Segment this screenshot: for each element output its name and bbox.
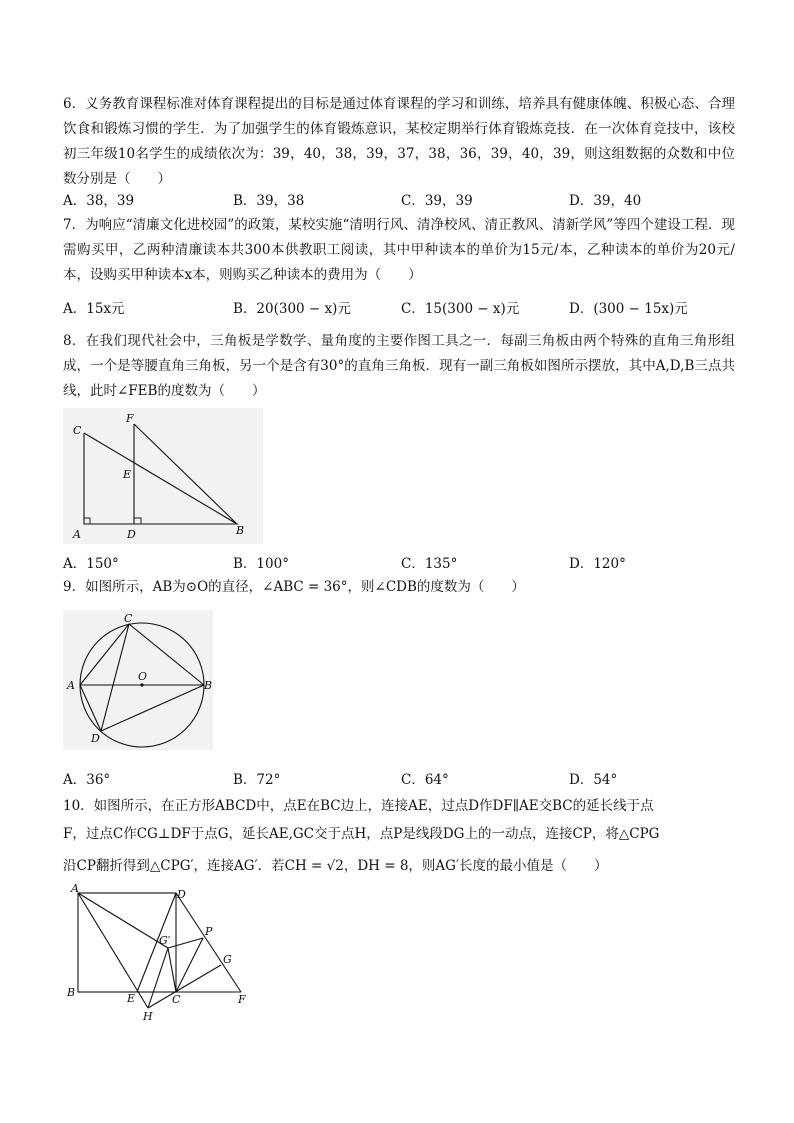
label-d: D xyxy=(127,528,136,541)
label-g: G xyxy=(223,953,232,966)
label-a: A xyxy=(73,528,81,541)
label-f: F xyxy=(238,993,246,1006)
question-10-line-1: 10．如图所示，在正方形ABCD中，点E在BC边上，连接AE，过点D作DF∥AE交BC的延长线于点 xyxy=(63,798,654,814)
option-b[interactable]: B．72° xyxy=(233,772,281,788)
figure-triangle-rulers xyxy=(63,408,263,544)
option-b[interactable]: B．20(300 − x)元 xyxy=(233,301,351,317)
label-b: B xyxy=(67,986,76,999)
question-10-line-3: 沿CP翻折得到△CPG′，连接AG′．若CH = √2，DH = 8，则AG′长度的最小值是（ ） xyxy=(63,858,608,874)
label-g-prime: G′ xyxy=(159,934,171,947)
label-o: O xyxy=(138,670,148,683)
figure-square xyxy=(63,881,263,1023)
label-e: E xyxy=(127,992,136,1005)
option-b[interactable]: B．39，38 xyxy=(233,193,305,209)
question-9-options xyxy=(63,768,735,792)
option-c[interactable]: C．64° xyxy=(401,772,449,788)
option-a[interactable]: A．150° xyxy=(63,556,119,572)
question-10-line-2: F，过点C作CG⊥DF于点G，延长AE,GC交于点H，点P是线段DG上的一动点，连接CP，将△CPG xyxy=(63,826,660,842)
label-f: F xyxy=(126,412,134,425)
question-7-options xyxy=(63,297,735,321)
question-9 xyxy=(63,575,735,600)
label-c: C xyxy=(172,993,181,1006)
question-7 xyxy=(63,213,735,288)
label-b: B xyxy=(204,679,213,692)
question-6-text: 6．义务教育课程标准对体育课程提出的目标是通过体育课程的学习和训练，培养具有健康体魄、积极心态、合理饮食和锻炼习惯的学生．为了加强学生的体育锻炼意识，某校定期举行体育锻炼竞技．在一次体育竞技中，该校初三年级10名学生的成绩依次为：39，40，38，39，37，38，36，39，40，39，则这组数据的众数和中位数分别是（ ） xyxy=(63,96,735,187)
option-d[interactable]: D．54° xyxy=(569,772,618,788)
label-d: D xyxy=(177,888,186,901)
label-a: A xyxy=(67,679,75,692)
label-c: C xyxy=(73,424,82,437)
option-c[interactable]: C．15(300 − x)元 xyxy=(401,301,520,317)
question-8-text: 8．在我们现代社会中，三角板是学数学、量角度的主要作图工具之一．每副三角板由两个特殊的直角三角形组成，一个是等腰直角三角板，另一个是含有30°的直角三角板．现有一副三角板如图所示摆放，其中A,D,B三点共线，此时∠FEB的度数为（ ） xyxy=(63,333,735,399)
option-a[interactable]: A．15x元 xyxy=(63,301,125,317)
label-b: B xyxy=(236,524,245,537)
option-d[interactable]: D．(300 − 15x)元 xyxy=(569,301,688,317)
option-c[interactable]: C．39，39 xyxy=(401,193,473,209)
question-9-text: 9．如图所示，AB为⊙O的直径，∠ABC = 36°，则∠CDB的度数为（ ） xyxy=(63,579,525,595)
option-b[interactable]: B．100° xyxy=(233,556,289,572)
question-8 xyxy=(63,329,735,404)
label-d: D xyxy=(91,732,100,745)
question-7-text: 7．为响应“清廉文化进校园”的政策，某校实施“清明行风、清净校风、清正教风、清新学风”等四个建设工程．现需购买甲，乙两种清廉读本共300本供教职工阅读，其中甲种读本的单价为15元/本，乙种读本的单价为20元/本，设购买甲种读本x本，则购买乙种读本的费用为（ ） xyxy=(63,217,735,283)
label-h: H xyxy=(143,1010,153,1023)
figure-circle xyxy=(63,610,213,750)
question-8-options xyxy=(63,552,735,576)
option-d[interactable]: D．120° xyxy=(569,556,626,572)
question-10 xyxy=(63,792,735,880)
question-6 xyxy=(63,92,735,192)
label-c: C xyxy=(124,612,133,625)
question-6-options xyxy=(63,189,735,213)
option-a[interactable]: A．36° xyxy=(63,772,111,788)
option-d[interactable]: D．39，40 xyxy=(569,193,642,209)
label-e: E xyxy=(123,468,132,481)
label-a: A xyxy=(71,882,79,895)
option-c[interactable]: C．135° xyxy=(401,556,458,572)
label-p: P xyxy=(205,925,213,938)
option-a[interactable]: A．38，39 xyxy=(63,193,135,209)
